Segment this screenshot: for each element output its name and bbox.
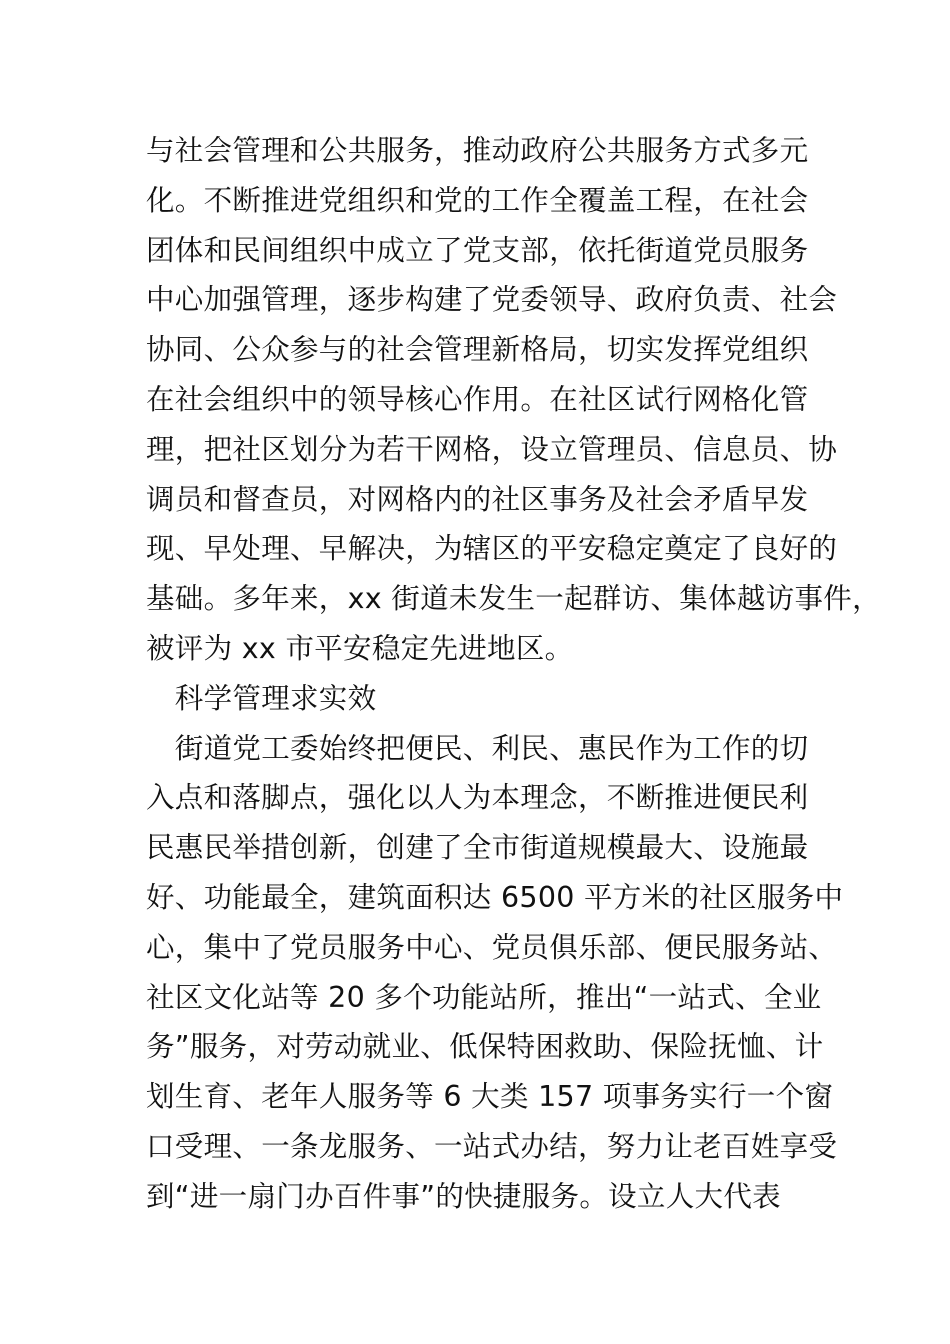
text-line: 协同、公众参与的社会管理新格局，切实发挥党组织 <box>146 333 809 367</box>
text-line: 民惠民举措创新，创建了全市街道规模最大、设施最 <box>146 831 809 865</box>
text-line: 在社会组织中的领导核心作用。在社区试行网格化管 <box>146 382 809 416</box>
text-line: 到“进一扇门办百件事”的快捷服务。设立人大代表 <box>146 1179 781 1213</box>
text-line: 理，把社区划分为若干网格，设立管理员、信息员、协 <box>146 432 838 466</box>
text-line: 基础。多年来，xx 街道未发生一起群访、集体越访事件， <box>146 582 881 616</box>
text-line: 街道党工委始终把便民、利民、惠民作为工作的切 <box>146 731 809 765</box>
text-line: 中心加强管理，逐步构建了党委领导、政府负责、社会 <box>146 283 838 317</box>
text-line: 务”服务，对劳动就业、低保特困救助、保险抚恤、计 <box>146 1030 824 1064</box>
text-line: 与社会管理和公共服务，推动政府公共服务方式多元 <box>146 134 809 167</box>
text-line: 入点和落脚点，强化以人为本理念，不断推进便民利 <box>146 781 809 815</box>
text-line: 现、早处理、早解决，为辖区的平安稳定奠定了良好的 <box>146 532 838 566</box>
text-line: 社区文化站等 20 多个功能站所，推出“一站式、全业 <box>146 980 822 1014</box>
text-line: 被评为 xx 市平安稳定先进地区。 <box>146 631 574 665</box>
text-line: 口受理、一条龙服务、一站式办结，努力让老百姓享受 <box>146 1129 838 1163</box>
text-line: 团体和民间组织中成立了党支部，依托街道党员服务 <box>146 233 809 267</box>
text-line: 调员和督查员，对网格内的社区事务及社会矛盾早发 <box>146 482 809 516</box>
text-line: 心，集中了党员服务中心、党员俱乐部、便民服务站、 <box>146 930 838 964</box>
section-heading: 科学管理求实效 <box>146 681 377 715</box>
text-line: 化。不断推进党组织和党的工作全覆盖工程，在社会 <box>146 183 809 217</box>
body-text <box>146 126 881 1222</box>
text-line: 划生育、老年人服务等 6 大类 157 项事务实行一个窗 <box>146 1080 834 1114</box>
text-line: 好、功能最全，建筑面积达 6500 平方米的社区服务中 <box>146 880 844 914</box>
